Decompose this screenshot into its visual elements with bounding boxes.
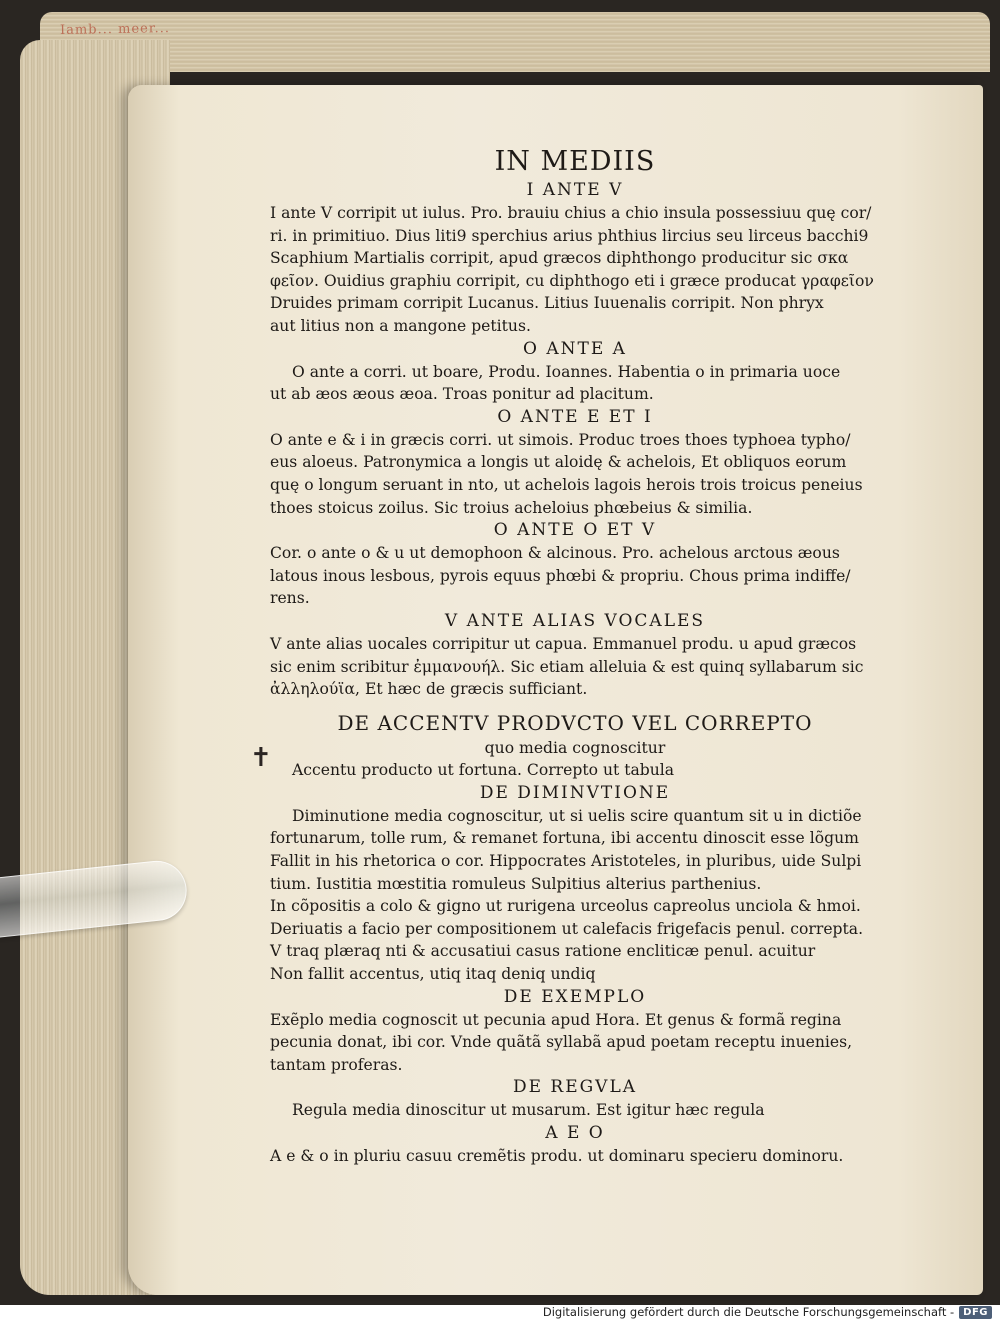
text-line: ἀλληλούϊα, Et hӕc de grӕcis sufficiant. (270, 680, 588, 699)
text-line: tium. Iustitia mœstitia romuleus Sulpitius alterius parthenius. (270, 874, 762, 893)
edge-writing: Iamb... meer... (59, 21, 171, 38)
section-heading: I ANTE V (526, 180, 624, 200)
section-rule (270, 1076, 880, 1122)
section-heading: DE DIMINVTIONE (479, 782, 671, 803)
text-line: Scaphium Martialis corripit, apud grӕcos diphthongo producitur sic σκα (270, 249, 849, 268)
text-line: O ante a corri. ut boare, Produ. Ioannes. Habentia o in primaria uoce (292, 362, 841, 381)
section-heading: O ANTE E ET I (497, 406, 653, 427)
text-line: fortunarum, tolle rum, & remanet fortuna, ibi accentu dinoscit esse lõgum (270, 829, 859, 848)
section-i-ante-v (270, 179, 880, 338)
section-heading: DE ACCENTV PRODVCTO VEL CORREPTO (337, 710, 813, 735)
footer-text: Digitalisierung gefördert durch die Deutsche Forschungsgemeinschaft - (542, 1305, 955, 1319)
text-line: Fallit in his rhetorica o cor. Hippocrates Aristoteles, in pluribus, uide Sulpi (270, 852, 862, 871)
section-accent (270, 709, 880, 782)
text-line: latous inous lesbous, pyrois equus phœbi & propriu. Chous prima indiffe/ (270, 566, 851, 585)
section-o-ante-o-et-v (270, 519, 880, 610)
text-line: V traq plæraq nti & accusatiui casus ratione encliticӕ penul. acuitur (270, 942, 816, 961)
text-line: Regula media dinoscitur ut musarum. Est igitur hӕc regula (292, 1101, 765, 1120)
text-line: sic enim scribitur ἐμμανουήλ. Sic etiam alleluia & est quinq syllabarum sic (270, 657, 864, 676)
text-line: Accentu producto ut fortuna. Correpto ut tabula (292, 761, 675, 780)
section-heading: DE EXEMPLO (503, 986, 647, 1007)
text-line: I ante V corripit ut iulus. Pro. brauiu chius a chio insula possessiuu quę cor/ (270, 204, 872, 222)
text-line: thoes stoicus zoilus. Sic troius acheloius phœbeius & similia. (270, 498, 753, 517)
text-line: pecunia donat, ibi cor. Vnde quãtã syllabã apud poetam receptu inuenies, (270, 1033, 853, 1052)
page-text (270, 145, 880, 1168)
section-heading: V ANTE ALIAS VOCALES (444, 610, 706, 631)
section-subheading: quo media cognoscitur (484, 738, 666, 757)
text-line: Cor. o ante o & u ut demophoon & alcinous. Pro. achelous arctous ӕous (270, 544, 840, 563)
section-diminution (270, 782, 880, 986)
dfg-logo: DFG (959, 1306, 992, 1319)
section-heading: DE REGVLA (512, 1077, 638, 1098)
text-line: eus aloeus. Patronymica a longis ut aloidę & achelois, Et obliquos eorum (270, 453, 847, 472)
text-line: In cõpositis a colo & gigno ut rurigena urceolus capreolus unciola & hmoi. (270, 897, 861, 916)
text-line: tantam proferas. (270, 1055, 403, 1074)
section-o-ante-e-et-i (270, 406, 880, 519)
text-line: ri. in primitiuo. Dius liti9 sperchius arius phthius lircius seu lirceus bacchi9 (270, 226, 869, 245)
text-line: rens. (270, 589, 310, 608)
text-line: O ante e & i in grӕcis corri. ut simois. Produc troes thoes typhoea typho/ (270, 430, 851, 449)
section-example (270, 986, 880, 1077)
book-top-edge (40, 12, 990, 72)
text-line: aut litius non a mangone petitus. (270, 316, 531, 335)
text-line: Druides primam corripit Lucanus. Litius Iuuenalis corripit. Non phryx (270, 294, 824, 313)
footer (543, 1303, 992, 1321)
running-head: IN MEDIIS (494, 146, 656, 177)
text-line: V ante alias uocales corripitur ut capua. Emmanuel produ. u apud grӕcos (270, 634, 857, 653)
section-heading: O ANTE O ET V (493, 520, 657, 541)
text-line: Exẽplo media cognoscit ut pecunia apud Hora. Et genus & formã regina (270, 1010, 842, 1029)
section-v-ante-alias-vocales (270, 610, 880, 701)
section-heading: O ANTE A (523, 338, 627, 359)
text-line: Deriuatis a facio per compositionem ut calefacis frigefacis penul. correpta. (270, 919, 864, 938)
section-aeo (270, 1122, 880, 1168)
text-line: φεῖον. Ouidius graphiu corripit, cu diphthogo eti i grӕce producat γραφεῖον (270, 271, 874, 290)
text-line: ut ab ӕos ӕous ӕoa. Troas ponitur ad placitum. (270, 385, 654, 404)
text-line: Diminutione media cognoscitur, ut si uelis scire quantum sit u in dictiõe (292, 806, 862, 825)
section-heading: A E O (545, 1123, 605, 1143)
text-line: A e & o in pluriu casuu cremẽtis produ. ut dominaru specieru dominoru. (270, 1147, 844, 1165)
text-line: quę o longum seruant in nto, ut achelois lagois herois trois troicus peneius (270, 475, 863, 494)
text-line: Non fallit accentus, utiq itaq deniq undiq (270, 965, 596, 984)
section-o-ante-a (270, 338, 880, 406)
margin-cross-icon: ✝ (250, 743, 272, 773)
